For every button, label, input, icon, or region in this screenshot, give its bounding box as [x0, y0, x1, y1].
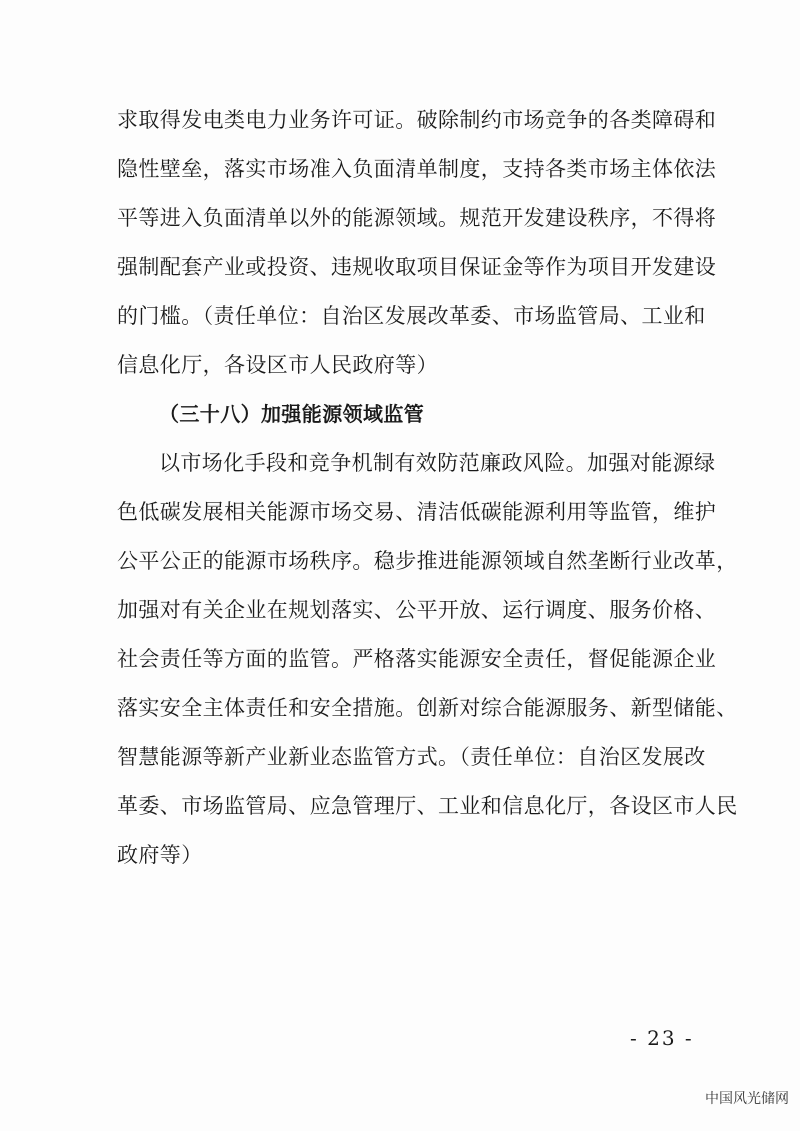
paragraph-2-line-6: 落实安全主体责任和安全措施。创新对综合能源服务、新型储能、 — [117, 696, 738, 720]
document-body — [117, 96, 738, 880]
paragraph-2-line-4: 加强对有关企业在规划落实、公平开放、运行调度、服务价格、 — [117, 598, 717, 622]
paragraph-2-line-3: 公平公正的能源市场秩序。稳步推进能源领域自然垄断行业改革， — [117, 549, 738, 573]
paragraph-2-line-7: 智慧能源等新产业新业态监管方式。（责任单位：自治区发展改 — [117, 745, 706, 769]
paragraph-1-line-4: 强制配套产业或投资、违规收取项目保证金等作为项目开发建设 — [117, 255, 717, 279]
page-number: - 23 - — [630, 1026, 694, 1050]
paragraph-2-line-5: 社会责任等方面的监管。严格落实能源安全责任，督促能源企业 — [117, 647, 717, 671]
paragraph-2-line-9: 政府等） — [117, 843, 203, 867]
watermark: 中国风光储网 — [705, 1091, 789, 1107]
paragraph-2-line-1: 以市场化手段和竞争机制有效防范廉政风险。加强对能源绿 — [159, 451, 716, 475]
section-heading: （三十八）加强能源领域监管 — [159, 402, 425, 426]
paragraph-2-line-8: 革委、市场监管局、应急管理厅、工业和信息化厅，各设区市人民 — [117, 794, 738, 818]
paragraph-1-line-6: 信息化厅，各设区市人民政府等） — [117, 353, 438, 377]
paragraph-2-line-2: 色低碳发展相关能源市场交易、清洁低碳能源利用等监管，维护 — [117, 500, 717, 524]
paragraph-1-line-2: 隐性壁垒，落实市场准入负面清单制度，支持各类市场主体依法 — [117, 157, 717, 181]
paragraph-1-line-1: 求取得发电类电力业务许可证。破除制约市场竞争的各类障碍和 — [117, 108, 717, 132]
paragraph-1-line-3: 平等进入负面清单以外的能源领域。规范开发建设秩序，不得将 — [117, 206, 717, 230]
paragraph-1-line-5: 的门槛。（责任单位：自治区发展改革委、市场监管局、工业和 — [117, 304, 706, 328]
